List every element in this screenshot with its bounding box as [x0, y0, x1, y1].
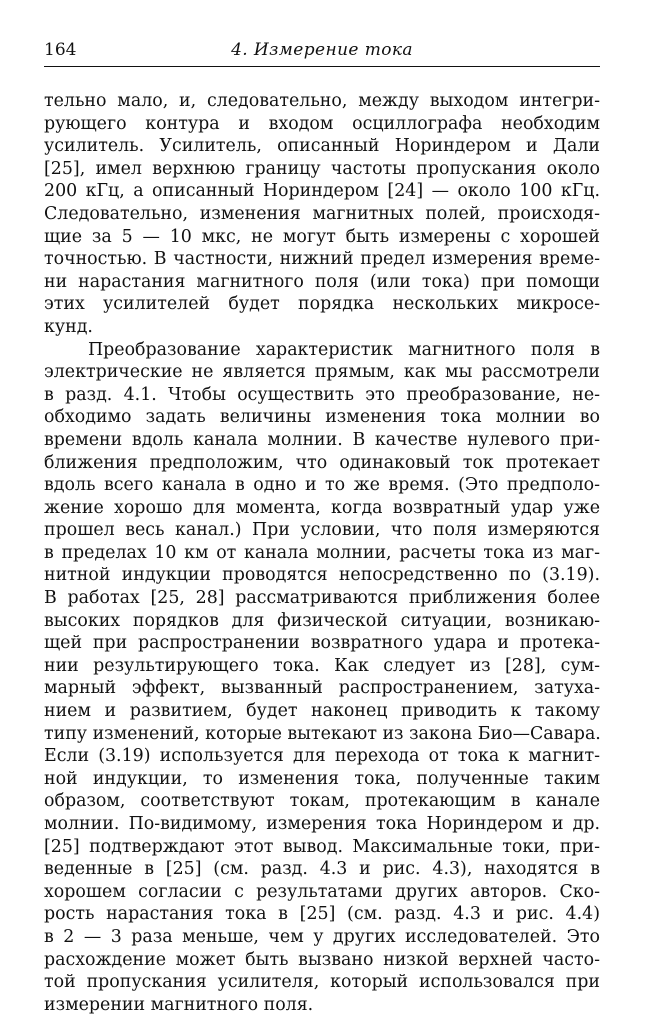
text-line: рость нарастания тока в [25] (см. разд. 4.3 и рис. 4.4): [44, 904, 600, 925]
text-line: типу изменений, которые вытекают из закона Био—Савара.: [44, 723, 601, 744]
text-line: образом, соответствуют токам, протекающим в канале: [44, 791, 600, 812]
text-line: измерении магнитного поля.: [44, 994, 314, 1015]
text-line: Если (3.19) используется для перехода от тока к магнит-: [44, 746, 600, 767]
text-line: В работах [25, 28] рассматриваются приближения более: [44, 588, 600, 609]
text-line: Преобразование характеристик магнитного поля в: [88, 339, 600, 360]
text-line: [25], имел верхнюю границу частоты пропускания около: [44, 158, 600, 179]
text-line: нии результирующего тока. Как следует из [28], сум-: [44, 655, 600, 676]
text-line: веденные в [25] (см. разд. 4.3 и рис. 4.3), находятся в: [44, 859, 600, 880]
text-line: в пределах 10 км от канала молнии, расчеты тока из маг-: [44, 542, 600, 563]
running-title: 4. Измерение тока: [231, 40, 413, 60]
running-header: [44, 36, 600, 67]
text-line: Следовательно, изменения магнитных полей, происходя-: [44, 203, 600, 224]
text-line: времени вдоль канала молнии. В качестве нулевого при-: [44, 429, 600, 450]
text-line: расхождение может быть вызвано низкой верхней часто-: [44, 949, 600, 970]
text-line: усилитель. Усилитель, описанный Нориндером и Дали: [44, 136, 600, 157]
text-line: ной индукции, то изменения тока, полученные таким: [44, 768, 600, 789]
text-line: хорошем согласии с результатами других авторов. Ско-: [44, 881, 600, 902]
text-line: вдоль всего канала в одно и то же время. (Это предполо-: [44, 475, 600, 496]
text-line: тельно мало, и, следовательно, между выходом интегри-: [44, 91, 600, 111]
text-line: той пропускания усилителя, который использовался при: [44, 972, 600, 993]
text-line: прошел весь канал.) При условии, что поля измеряются: [44, 520, 600, 541]
text-line: в 2 — 3 раза меньше, чем у других исследователей. Это: [44, 926, 600, 947]
text-line: марный эффект, вызванный распространением, затуха-: [44, 678, 600, 699]
text-line: точностью. В частности, нижний предел измерения време-: [44, 249, 600, 270]
text-line: кунд.: [44, 316, 93, 337]
text-line: щей при распространении возвратного удара и протека-: [44, 633, 600, 654]
text-line: рующего контура и входом осциллографа необходим: [44, 113, 600, 134]
page-number: 164: [44, 40, 77, 60]
text-line: ни нарастания магнитного поля (или тока) при помощи: [44, 271, 600, 292]
text-line: щие за 5 — 10 мкс, не могут быть измерены с хорошей: [44, 226, 600, 247]
text-line: жение хорошо для момента, когда возвратный удар уже: [44, 497, 600, 518]
text-line: в разд. 4.1. Чтобы осуществить это преобразование, не-: [44, 384, 600, 405]
text-line: молнии. По-видимому, измерения тока Нориндером и др.: [44, 814, 600, 834]
text-line: 200 кГц, а описанный Нориндером [24] — около 100 кГц.: [44, 181, 600, 202]
text-line: обходимо задать величины изменения тока молнии во: [44, 407, 600, 428]
text-line: этих усилителей будет порядка нескольких микросе-: [44, 294, 600, 315]
body-text: [44, 90, 600, 1016]
text-line: нием и развитием, будет наконец приводить к такому: [44, 701, 600, 722]
text-line: нитной индукции проводятся непосредственно по (3.19).: [44, 565, 600, 586]
text-line: [25] подтверждают этот вывод. Максимальные токи, при-: [44, 836, 600, 857]
text-line: ближения предположим, что одинаковый ток протекает: [44, 452, 600, 473]
text-line: электрические не является прямым, как мы рассмотрели: [44, 362, 600, 383]
text-line: высоких порядков для физической ситуации, возникаю-: [44, 610, 600, 631]
